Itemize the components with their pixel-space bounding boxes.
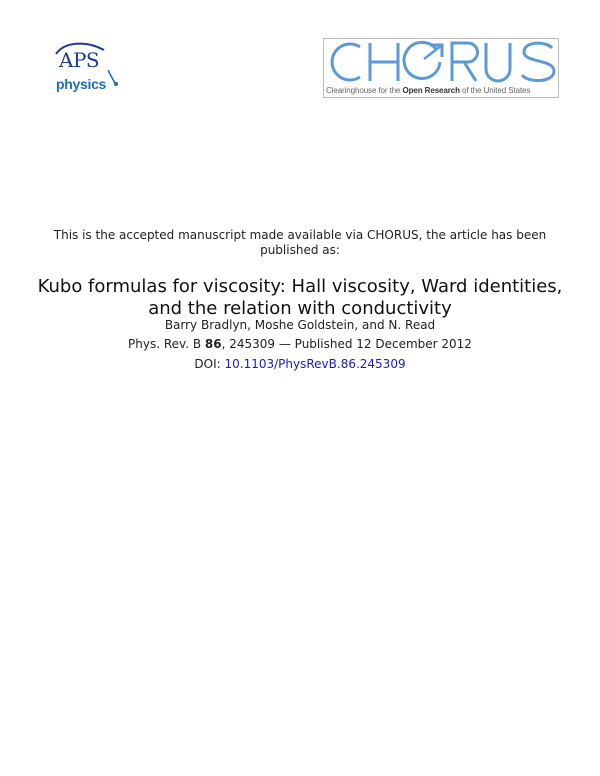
aps-logo-text: APS [59,48,100,72]
article-authors: Barry Bradlyn, Moshe Goldstein, and N. Read [164,318,436,332]
citation-details: , 245309 — Published 12 December 2012 [221,337,472,351]
doi-link[interactable]: 10.1103/PhysRevB.86.245309 [224,357,406,371]
chorus-tagline [326,86,530,95]
article-citation [30,337,570,351]
chorus-tagline-bold: Open Research [402,86,460,95]
chorus-tagline-prefix: Clearinghouse for the [326,86,403,95]
aps-physics-logo [52,40,122,98]
journal-name: Phys. Rev. B [128,337,205,351]
article-doi [30,357,570,371]
doi-label: DOI: [194,357,225,371]
chorus-wordmark [326,39,558,85]
article-title: Kubo formulas for viscosity: Hall viscosity, Ward identities, and the relation with conductivity [37,276,563,319]
chorus-logo [323,38,559,98]
manuscript-notice: This is the accepted manuscript made available via CHORUS, the article has been published as: [53,228,547,257]
chorus-tagline-suffix: of the United States [459,86,531,95]
journal-volume: 86 [204,337,222,351]
aps-logo-subtitle: physics [56,76,107,92]
